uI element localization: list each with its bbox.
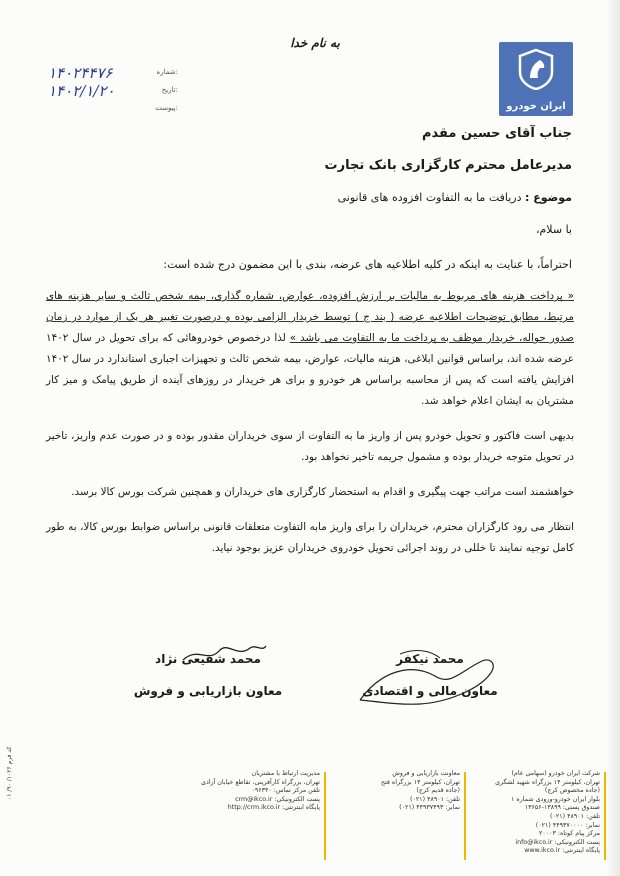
horse-head-icon — [516, 48, 556, 90]
footer-line: تهران، بزرگراه کارآفرینی، تقاطع خیابان آزادی — [201, 778, 320, 786]
footer-divider — [324, 772, 326, 860]
signature-block-finance — [330, 652, 530, 698]
footer-line: بلوار ایران خودرو-ورودی شماره ۱ — [511, 795, 600, 803]
footer-line: تهران، کیلومتر ۱۴ بزرگراه شهید لشگری — [495, 778, 600, 786]
footer-sales-address — [338, 770, 460, 862]
footer-line: مرکز پیام کوتاه: ۲۰۰۰۳ — [538, 830, 600, 838]
footer-line: پایگاه اینترنتی: www.ikco.ir — [524, 847, 600, 855]
footer-line: پایگاه اینترنتی: http://crm.ikco.ir — [227, 804, 320, 812]
footer-line: نمابر: ۴۴۹۳۷۰۰۰۰ (۰۲۱) — [535, 821, 600, 829]
footer-line: صندوق پستی: ۱۳۸۹۹-۱۳۶۵۶ — [524, 804, 600, 812]
page-edge-shadow — [606, 0, 620, 876]
number-value: ۱۴۰۲۴۴۷۶ — [48, 64, 113, 82]
footer-line: تهران، کیلومتر ۱۴ بزرگراه فتح — [380, 778, 460, 786]
footer-line: نمابر: ۴۴۹۳۷۴۹۳ (۰۲۱) — [399, 804, 460, 812]
recipient-name: جناب آقای حسین مقدم — [421, 126, 572, 141]
body-paragraph-3: خواهشمند است مراتب جهت پیگیری و اقدام به استحضار کارگزاری های خریداران و همچنین شرکت بورس کالا برسد. — [71, 486, 574, 498]
signatory-title: معاون بازاریابی و فروش — [133, 684, 283, 698]
basmala-heading: به نام خدا — [290, 36, 340, 50]
body-paragraph-1 — [46, 286, 574, 412]
form-code: کد فرم ۱۰۳۶/ ۹۰/ ۰۱ — [6, 746, 13, 800]
company-logo — [499, 42, 573, 116]
signatory-title: معاون مالی و اقتصادی — [362, 684, 498, 698]
footer-line: معاونت بازاریابی و فروش — [392, 770, 460, 777]
letterhead-footer — [190, 770, 600, 865]
footer-line: (جاده مخصوص کرج) — [544, 787, 600, 795]
body-paragraph-2: بدیهی است فاکتور و تحویل خودرو پس از واریز ما به التفاوت از سوی خریداران مقدور بوده و در صورت عدم واریز، تاخیر در تحویل متوجه خریدار بوده و مشمول جریمه تاخیر نخواهد بود. — [46, 430, 574, 463]
meta-attachment-row — [48, 100, 178, 118]
handwritten-signature — [178, 638, 268, 668]
footer-line: مدیریت ارتباط با مشتریان — [251, 770, 320, 777]
footer-divider — [464, 772, 466, 860]
footer-crm-address — [198, 770, 320, 862]
footer-divider — [604, 772, 606, 860]
footer-line: تلفن: ۴۸۹۰۱ (۰۲۱) — [410, 795, 460, 803]
footer-company-address — [478, 770, 600, 862]
footer-line: تلفن: ۴۸۹۰۱ (۰۲۱) — [550, 812, 600, 820]
letter-meta — [48, 64, 178, 118]
body-paragraph-4: انتظار می رود کارگزاران محترم، خریداران را برای واریز مابه التفاوت متعلقات قانونی براساس ضوابط بورس کالا، به طور کامل توجیه نمایند تا خللی در روند اجرائی تحویل خودروی خریداران عزیز بوجود نیاید. — [46, 521, 574, 554]
signature-block-sales — [108, 652, 308, 698]
attachment-label: پیوست: — [155, 104, 178, 112]
footer-line: پست الکترونیکی: crm@ikco.ir — [235, 795, 320, 803]
footer-line: شرکت ایران خودرو (سهامی عام) — [511, 770, 600, 777]
footer-line: تلفن مرکز تماس: ۰۹۶۳۴۰ — [251, 787, 320, 795]
handwritten-signature — [340, 642, 510, 712]
paragraph-1-rest: لذا درخصوص خودروهائی که برای تحویل در سال ۱۴۰۲ عرضه شده اند، براساس قوانین ابلاغی، هزینه مالیات، عوارض، بیمه شخص ثالث و تجهیزات اجباری استاندارد در سال ۱۴۰۲ افزایش یافته است که پس از محاسبه براساس هر خودرو و برای هر خریدار در روزهای آینده از طریق پیامک و میز کار مشتریان به ایشان اعلام خواهد شد. — [46, 332, 574, 407]
letter-body — [46, 286, 574, 573]
signatory-name: محمد نیکفر — [396, 652, 464, 666]
number-label: شماره: — [156, 68, 178, 76]
meta-date-row — [48, 82, 178, 100]
footer-line: (جاده قدیم کرج) — [416, 787, 460, 795]
footer-line: پست الکترونیکی: info@ikco.ir — [515, 838, 600, 846]
date-value: ۱۴۰۲/۱/۲۰ — [48, 82, 115, 100]
quoted-clause: « پرداخت هزینه های مربوط به مالیات بر ارزش افزوده، عوارض، شماره گذاری، بیمه شخص ثالث و سایر هزینه های مرتبط، مطابق توضیحات اطلاعیه عرضه ( بند ج ) توسط خریدار الزامی بوده و درصورت تغییر هر یک از موارد در زمان صدور حواله، خریدار موظف به پرداخت ما به التفاوت می باشد » — [46, 290, 575, 344]
greeting: با سلام، — [535, 223, 572, 236]
date-label: تاریخ: — [161, 86, 178, 94]
signatory-name: محمد شفیعی نژاد — [155, 652, 261, 666]
subject-label: موضوع : — [525, 191, 572, 204]
subject-line — [338, 191, 572, 204]
subject-text: دریافت ما به التفاوت افزوده های قانونی — [337, 191, 522, 204]
logo-wordmark: ایران خودرو — [506, 101, 566, 112]
meta-number-row — [48, 64, 178, 82]
recipient-title: مدیرعامل محترم کارگزاری بانک تجارت — [324, 158, 572, 173]
intro-paragraph: احتراماً، با عنایت به اینکه در کلیه اطلاعیه های عرضه، بندی با این مضمون درج شده است: — [163, 258, 572, 271]
